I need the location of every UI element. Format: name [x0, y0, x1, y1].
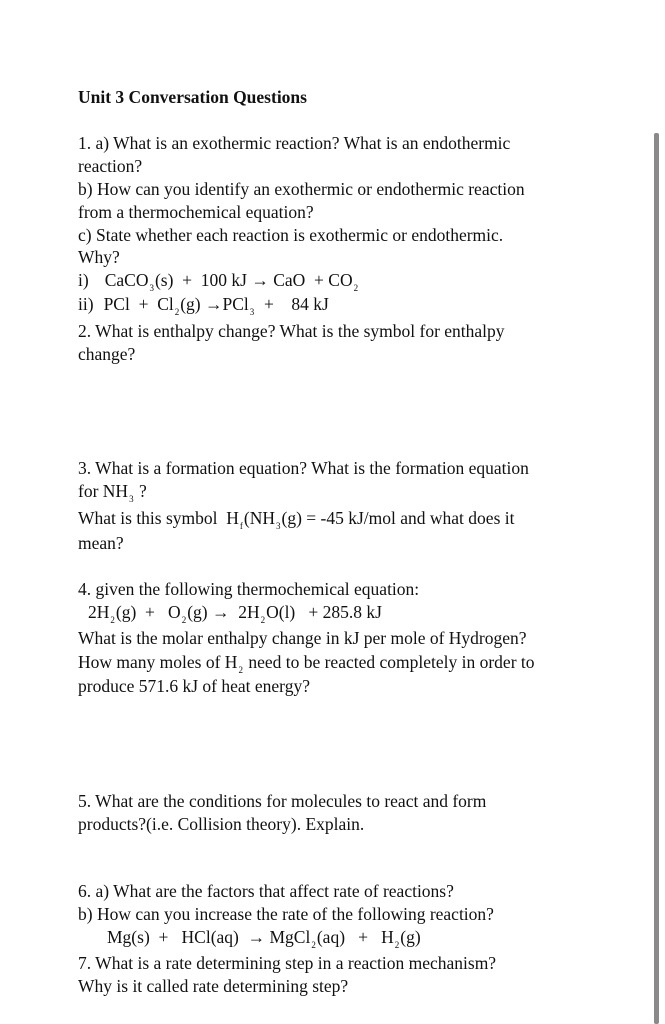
- q1-c-line2: Why?: [78, 247, 120, 267]
- q1-equation-i: [78, 269, 359, 294]
- q4-eq-sub2: 2: [181, 615, 187, 625]
- q3-line2-a: for NH: [78, 481, 129, 501]
- q4-line3: What is the molar enthalpy change in kJ per mole of Hydrogen?: [78, 628, 527, 648]
- eq-ii-label: ii): [78, 294, 94, 314]
- q3-line4: mean?: [78, 533, 124, 553]
- q3-line3-c: (g) = -45 kJ/mol and what does it: [281, 508, 515, 528]
- eq-i-part1: CaCO: [104, 270, 149, 290]
- q1-b-line1: b) How can you identify an exothermic or endothermic reaction: [78, 179, 525, 199]
- q4-line1: 4. given the following thermochemical equation:: [78, 579, 420, 599]
- scrollbar[interactable]: [654, 133, 659, 1024]
- q6-eq-sub2: 2: [394, 940, 400, 950]
- eq-ii-part2: (g) →PCl: [180, 294, 249, 314]
- q1-c-line1: c) State whether each reaction is exothermic or endothermic.: [78, 225, 504, 245]
- q5-line1: 5. What are the conditions for molecules to react and form: [78, 791, 487, 811]
- q4-eq-b: (g) + O: [115, 602, 181, 622]
- q4-line4-b: need to be reacted completely in order to: [243, 652, 535, 672]
- q5-line2: products?(i.e. Collision theory). Explain.: [78, 814, 365, 834]
- q4-line4-sub: 2: [238, 665, 243, 675]
- q7-line1: 7. What is a rate determining step in a reaction mechanism?: [78, 953, 497, 973]
- q6-eq-sub1: 2: [311, 940, 316, 950]
- q6-line1: 6. a) What are the factors that affect rate of reactions?: [78, 881, 454, 901]
- document-title: Unit 3 Conversation Questions: [78, 87, 307, 107]
- eq-ii-sub2: 3: [249, 307, 255, 317]
- q3-line3-sub1: f: [239, 521, 243, 531]
- q4-eq-sub1: 2: [110, 615, 115, 625]
- q3-line1: 3. What is a formation equation? What is the formation equation: [78, 458, 529, 478]
- q3-line3-sub2: 3: [276, 521, 281, 531]
- eq-i-part2: (s) + 100 kJ → CaO + CO: [154, 270, 353, 290]
- q4-eq-d: O(l) + 285.8 kJ: [266, 602, 382, 622]
- q1-a-line1: 1. a) What is an exothermic reaction? What is an endothermic: [78, 133, 511, 153]
- q3-line3-b: (NH: [243, 508, 276, 528]
- q6-line2: b) How can you increase the rate of the following reaction?: [78, 904, 494, 924]
- q2-line1: 2. What is enthalpy change? What is the symbol for enthalpy: [78, 321, 505, 341]
- q4-line4: [78, 651, 535, 676]
- q6-eq-b: (aq) + H: [316, 927, 394, 947]
- q3-line2-b: ?: [134, 481, 147, 501]
- q3-line3-a: What is this symbol H: [78, 508, 239, 528]
- q6-equation: [107, 926, 421, 951]
- q2-line2: change?: [78, 344, 136, 364]
- q6-eq-c: (g): [400, 927, 421, 947]
- eq-ii-part1: PCl + Cl: [103, 294, 174, 314]
- q3-line2-sub: 3: [129, 494, 134, 504]
- eq-i-label: i): [78, 270, 89, 290]
- eq-ii-sub1: 2: [174, 307, 180, 317]
- q4-eq-a: 2H: [88, 602, 110, 622]
- eq-ii-part3: + 84 kJ: [255, 294, 329, 314]
- q1-b-line2: from a thermochemical equation?: [78, 202, 314, 222]
- q3-line3: [78, 507, 514, 532]
- q4-equation: [88, 601, 382, 626]
- eq-i-sub1: 3: [149, 283, 154, 293]
- q7-line2: Why is it called rate determining step?: [78, 976, 349, 996]
- q6-eq-a: Mg(s) + HCl(aq) → MgCl: [107, 927, 311, 947]
- q1-equation-ii: [78, 293, 329, 318]
- q4-eq-sub3: 2: [260, 615, 266, 625]
- q4-eq-c: (g) → 2H: [187, 602, 260, 622]
- q4-line4-a: How many moles of H: [78, 652, 238, 672]
- eq-i-sub2: 2: [353, 283, 359, 293]
- q1-a-line2: reaction?: [78, 156, 143, 176]
- q4-line5: produce 571.6 kJ of heat energy?: [78, 676, 310, 696]
- q3-line2: [78, 480, 147, 505]
